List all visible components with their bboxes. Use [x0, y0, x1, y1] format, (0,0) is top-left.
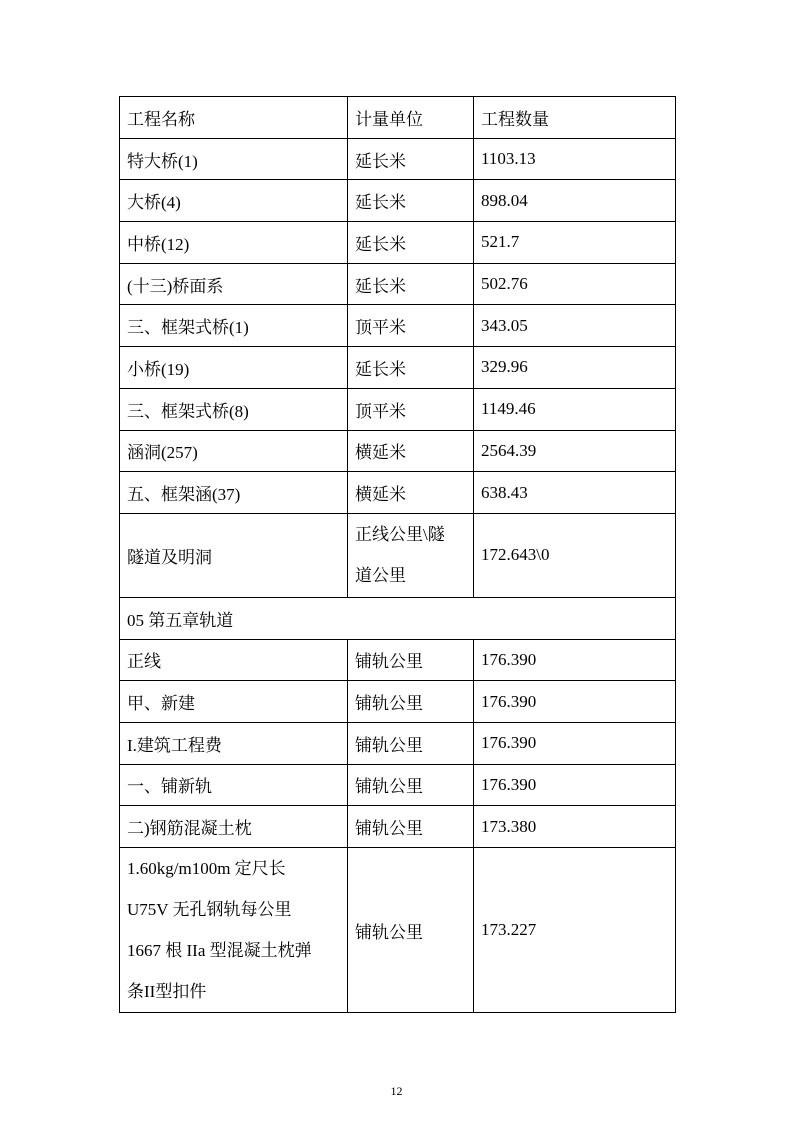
table-row [120, 764, 676, 806]
cell-line: 正线公里\隧 [355, 525, 445, 545]
table-cell: 铺轨公里 [348, 764, 474, 806]
table-cell: 延长米 [348, 347, 474, 389]
table-cell: 横延米 [348, 430, 474, 472]
table-cell: 五、框架涵(37) [120, 472, 348, 514]
table-cell: 涵洞(257) [120, 430, 348, 472]
table-cell: 隧道及明洞 [120, 513, 348, 597]
table-cell: 小桥(19) [120, 347, 348, 389]
cell-line: 条II型扣件 [127, 982, 207, 1001]
cell-line: 道公里 [355, 566, 406, 586]
table-cell: 延长米 [348, 222, 474, 264]
table-header-row [120, 97, 676, 139]
table-row [120, 430, 676, 472]
table-cell: 大桥(4) [120, 180, 348, 222]
table-cell: 898.04 [474, 180, 676, 222]
table-row [120, 472, 676, 514]
table-row [120, 305, 676, 347]
cell-line: 1.60kg/m100m 定尺长 [127, 859, 286, 878]
table-cell: 一、铺新轨 [120, 764, 348, 806]
table-cell: 正线 [120, 639, 348, 681]
table-cell: 173.380 [474, 806, 676, 848]
table-cell: 顶平米 [348, 388, 474, 430]
table-cell: 三、框架式桥(1) [120, 305, 348, 347]
table-cell: 1103.13 [474, 138, 676, 180]
table-cell: 铺轨公里 [348, 848, 474, 1013]
table-cell: 铺轨公里 [348, 806, 474, 848]
table-cell: 二)钢筋混凝土枕 [120, 806, 348, 848]
table-row [120, 639, 676, 681]
table-row [120, 347, 676, 389]
table-cell: 502.76 [474, 263, 676, 305]
table-cell: 甲、新建 [120, 681, 348, 723]
table-cell: (十三)桥面系 [120, 263, 348, 305]
table-row-tunnel [120, 513, 676, 597]
cell-line: U75V 无孔钢轨每公里 [127, 900, 292, 919]
table-row [120, 180, 676, 222]
table-cell: 顶平米 [348, 305, 474, 347]
table-row [120, 222, 676, 264]
header-cell: 计量单位 [348, 97, 474, 139]
table-cell: 铺轨公里 [348, 722, 474, 764]
header-cell: 工程名称 [120, 97, 348, 139]
table-row [120, 138, 676, 180]
table-cell: 中桥(12) [120, 222, 348, 264]
table-cell: 343.05 [474, 305, 676, 347]
table-cell: 1149.46 [474, 388, 676, 430]
table-cell: 173.227 [474, 848, 676, 1013]
table-cell: 638.43 [474, 472, 676, 514]
table-row-rail-spec [120, 848, 676, 1013]
table-cell: 329.96 [474, 347, 676, 389]
table-cell: 176.390 [474, 639, 676, 681]
table-cell: 176.390 [474, 681, 676, 723]
section-row [120, 597, 676, 639]
table-cell: 延长米 [348, 263, 474, 305]
table-cell: 172.643\0 [474, 513, 676, 597]
table-row [120, 681, 676, 723]
table-cell: 2564.39 [474, 430, 676, 472]
table-cell: 特大桥(1) [120, 138, 348, 180]
table-cell: 横延米 [348, 472, 474, 514]
table-cell-multiline [348, 513, 474, 597]
table-row [120, 806, 676, 848]
table-cell: 延长米 [348, 138, 474, 180]
table-cell: 铺轨公里 [348, 681, 474, 723]
section-heading-cell: 05 第五章轨道 [120, 597, 676, 639]
table-row [120, 263, 676, 305]
table-row [120, 388, 676, 430]
table-cell: I.建筑工程费 [120, 722, 348, 764]
table-cell: 521.7 [474, 222, 676, 264]
table-cell-multiline [120, 848, 348, 1013]
table-row [120, 722, 676, 764]
quantity-table [119, 96, 676, 1013]
cell-line: 1667 根 IIa 型混凝土枕弹 [127, 941, 312, 960]
table-cell: 176.390 [474, 764, 676, 806]
table-cell: 三、框架式桥(8) [120, 388, 348, 430]
table-cell: 176.390 [474, 722, 676, 764]
header-cell: 工程数量 [474, 97, 676, 139]
page-number: 12 [390, 1084, 403, 1098]
table-cell: 铺轨公里 [348, 639, 474, 681]
table-cell: 延长米 [348, 180, 474, 222]
